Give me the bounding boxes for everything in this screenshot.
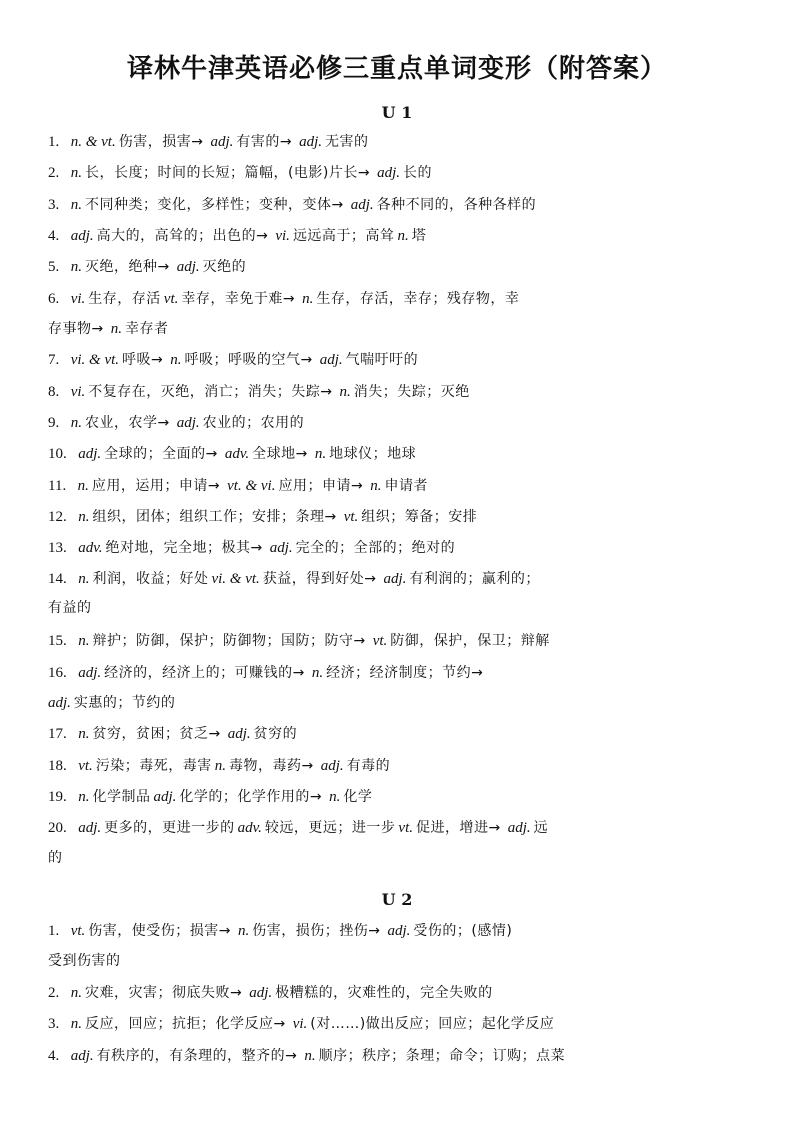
definition-text: 长，长度；时间的长短；篇幅，(电影)片长→ (84, 165, 371, 181)
part-of-speech: adj. (78, 665, 102, 681)
item-number: 15. (48, 633, 67, 649)
definition-text: 无害的 (325, 134, 369, 150)
part-of-speech: n. (339, 384, 351, 400)
part-of-speech: adj. (383, 571, 407, 587)
part-of-speech: adj. (153, 789, 177, 805)
definition-text: 反应，回应；抗拒；化学反应→ (84, 1016, 286, 1032)
item-number: 2. (48, 165, 60, 181)
item-number: 20. (48, 820, 67, 836)
item-number: 18. (48, 758, 67, 774)
list-item (48, 755, 748, 777)
definition-text: 农业，农学→ (84, 415, 170, 431)
part-of-speech: adj. (210, 134, 234, 150)
list-item (48, 723, 748, 745)
definition-text: 获益，得到好处→ (262, 571, 377, 587)
part-of-speech: vi. (70, 291, 86, 307)
part-of-speech: n. (78, 509, 90, 525)
definition-text: 幸存者 (124, 321, 169, 337)
part-of-speech: adj. (269, 540, 293, 556)
definition-text: 农业的；农用的 (202, 415, 305, 431)
part-of-speech: adj. (377, 165, 401, 181)
part-of-speech: adj. (249, 985, 273, 1001)
definition-text: 有秩序的，有条理的，整齐的→ (96, 1048, 298, 1064)
part-of-speech: adj. (70, 228, 94, 244)
item-number: 1. (48, 923, 60, 939)
definition-text: 应用，运用；申请→ (91, 478, 221, 494)
list-item (48, 288, 748, 310)
definition-text: 实惠的；节约的 (73, 695, 176, 711)
definition-text: 组织，团体；组织工作；安排；条理→ (92, 509, 337, 525)
definition-text: 绝对地，完全地；极其→ (105, 540, 263, 556)
definition-text: 防御，保护，保卫；辩解 (390, 633, 550, 649)
list-item (48, 982, 748, 1004)
part-of-speech: vi. (275, 228, 290, 244)
part-of-speech: adj. (299, 134, 323, 150)
part-of-speech: n. (329, 789, 341, 805)
definition-text: 化学制品 (92, 789, 151, 805)
definition-text: 呼吸→ (122, 352, 164, 368)
part-of-speech: n. (70, 1016, 82, 1032)
list-item (48, 381, 748, 403)
definition-text: 有毒的 (346, 758, 391, 774)
list-item (48, 131, 748, 153)
definition-text: 伤害，损伤；挫伤→ (252, 923, 381, 939)
part-of-speech: adj. (176, 415, 200, 431)
definition-text: 有利润的；赢利的； (409, 571, 540, 587)
part-of-speech: adj. (320, 758, 344, 774)
definition-text: 全球地→ (252, 446, 308, 462)
definition-text: 高大的，高耸的；出色的→ (96, 228, 269, 244)
part-of-speech: n. (170, 352, 182, 368)
list-item-continued (48, 692, 748, 714)
item-number: 5. (48, 259, 60, 275)
definition-text: 塔 (411, 228, 427, 244)
definition-text: 伤害，损害→ (118, 134, 204, 150)
definition-text: 贫穷的 (253, 726, 298, 742)
part-of-speech: n. (77, 478, 89, 494)
part-of-speech: n. (314, 446, 327, 462)
part-of-speech: adj. (48, 695, 71, 711)
definition-text: 灭绝，绝种→ (84, 259, 170, 275)
list-item (48, 568, 748, 590)
part-of-speech: vt. (372, 633, 388, 649)
list-item (48, 630, 748, 652)
definition-text: 化学 (343, 789, 373, 805)
definition-text: 地球仪；地球 (329, 446, 417, 462)
part-of-speech: adj. (70, 1048, 94, 1064)
definition-text: 有益的 (48, 600, 92, 616)
part-of-speech: adj. (78, 446, 102, 462)
definition-text: 完全的；全部的；绝对的 (295, 540, 456, 556)
part-of-speech: vi. & vt. (211, 571, 260, 587)
list-item (48, 1013, 748, 1035)
part-of-speech: adj. (507, 820, 531, 836)
part-of-speech: n. (302, 291, 314, 307)
part-of-speech: vi. & vt. (70, 352, 120, 368)
definition-text: 存事物→ (48, 321, 104, 337)
part-of-speech: vt. (343, 509, 359, 525)
definition-text: 化学的；化学作用的→ (179, 789, 323, 805)
definition-text: 各种不同的，各种各样的 (376, 197, 537, 213)
item-number: 1. (48, 134, 60, 150)
list-item (48, 225, 748, 247)
part-of-speech: n. (70, 415, 82, 431)
definition-text: 长的 (403, 165, 433, 181)
definition-text: 申请者 (384, 478, 428, 494)
part-of-speech: vt. (78, 758, 93, 774)
part-of-speech: n. (238, 923, 250, 939)
item-number: 16. (48, 665, 67, 681)
list-item (48, 443, 748, 465)
definition-text: 更多的，更进一步的 (104, 820, 235, 836)
definition-text: 受到伤害的 (48, 953, 121, 969)
item-number: 13. (48, 540, 67, 556)
item-number: 8. (48, 384, 60, 400)
list-item (48, 1045, 748, 1067)
list-item (48, 194, 748, 216)
list-item-continued (48, 597, 748, 619)
definition-text: 呼吸；呼吸的空气→ (184, 352, 313, 368)
definition-text: 生存，存活，幸存；残存物，幸 (316, 291, 520, 307)
definition-text: 气喘吁吁的 (345, 352, 419, 368)
definition-text: 灾难，灾害；彻底失败→ (84, 985, 243, 1001)
definition-text: 应用；申请→ (278, 478, 364, 494)
part-of-speech: n. & vt. (70, 134, 116, 150)
definition-text: 不复存在，灭绝，消亡；消失；失踪→ (88, 384, 333, 400)
list-item (48, 662, 748, 684)
part-of-speech: adj. (78, 820, 102, 836)
definition-text: 伤害，使受伤；损害→ (88, 923, 232, 939)
list-item-continued (48, 847, 748, 869)
list-item-continued (48, 950, 748, 972)
definition-text: 消失；失踪；灭绝 (353, 384, 470, 400)
part-of-speech: adj. (319, 352, 343, 368)
part-of-speech: n. (311, 665, 324, 681)
item-number: 3. (48, 1016, 60, 1032)
part-of-speech: n. (78, 633, 90, 649)
item-number: 3. (48, 197, 60, 213)
part-of-speech: n. (78, 571, 90, 587)
list-item (48, 475, 748, 497)
part-of-speech: vt. (398, 820, 413, 836)
definition-text: 生存，存活 (88, 291, 161, 307)
definition-text: 幸存，幸免于难→ (181, 291, 296, 307)
definition-text: 促进，增进→ (416, 820, 501, 836)
part-of-speech: n. (78, 726, 90, 742)
part-of-speech: adj. (176, 259, 200, 275)
part-of-speech: n. (70, 259, 82, 275)
part-of-speech: vt. & vi. (227, 478, 276, 494)
part-of-speech: vt. (163, 291, 179, 307)
part-of-speech: n. (110, 321, 122, 337)
definition-text: 经济的，经济上的；可赚钱的→ (104, 665, 305, 681)
part-of-speech: n. (70, 165, 82, 181)
part-of-speech: adv. (78, 540, 103, 556)
definition-text: 远 (533, 820, 549, 836)
definition-text: 辩护；防御，保护；防御物；国防；防守→ (92, 633, 366, 649)
part-of-speech: n. (78, 789, 90, 805)
definition-text: 不同种类；变化，多样性；变种，变体→ (84, 197, 344, 213)
list-item (48, 817, 748, 839)
item-number: 9. (48, 415, 60, 431)
part-of-speech: n. (397, 228, 409, 244)
definition-text: 远远高于；高耸 (292, 228, 395, 244)
list-item (48, 920, 748, 942)
page-title: 译林牛津英语必修三重点单词变形（附答案） (126, 54, 667, 84)
definition-text: 顺序；秩序；条理；命令；订购；点菜 (318, 1048, 566, 1064)
part-of-speech: vi. (292, 1016, 308, 1032)
definition-text: 极糟糕的，灾难性的，完全失败的 (275, 985, 493, 1001)
definition-text: 组织；筹备；安排 (361, 509, 478, 525)
definition-text: 有害的→ (236, 134, 293, 150)
item-number: 11. (48, 478, 67, 494)
list-item (48, 537, 748, 559)
part-of-speech: adj. (387, 923, 411, 939)
item-number: 12. (48, 509, 67, 525)
item-number: 6. (48, 291, 60, 307)
list-item-continued (48, 318, 748, 340)
item-number: 10. (48, 446, 67, 462)
definition-text: 全球的；全面的→ (104, 446, 218, 462)
unit-heading-u1: U 1 (381, 103, 413, 122)
part-of-speech: adj. (350, 197, 374, 213)
part-of-speech: adj. (227, 726, 251, 742)
list-item (48, 786, 748, 808)
list-item (48, 506, 748, 528)
definition-text: 经济；经济制度；节约→ (326, 665, 484, 681)
list-item (48, 162, 748, 184)
definition-text: 灭绝的 (202, 259, 247, 275)
definition-text: 受伤的；(感情) (413, 923, 513, 939)
definition-text: 利润，收益；好处 (92, 571, 209, 587)
item-number: 4. (48, 1048, 60, 1064)
definition-text: 的 (48, 850, 63, 866)
item-number: 14. (48, 571, 67, 587)
item-number: 2. (48, 985, 60, 1001)
definition-text: (对……)做出反应；回应；起化学反应 (310, 1016, 555, 1032)
definition-text: 毒物，毒药→ (229, 758, 314, 774)
part-of-speech: n. (370, 478, 382, 494)
part-of-speech: adv. (237, 820, 262, 836)
definition-text: 贫穷，贫困；贫乏→ (92, 726, 221, 742)
item-number: 4. (48, 228, 60, 244)
definition-text: 较远，更远；进一步 (264, 820, 396, 836)
part-of-speech: vi. (70, 384, 86, 400)
part-of-speech: n. (304, 1048, 316, 1064)
part-of-speech: n. (70, 985, 82, 1001)
list-item (48, 349, 748, 371)
list-item (48, 412, 748, 434)
part-of-speech: n. (214, 758, 227, 774)
item-number: 19. (48, 789, 67, 805)
unit-heading-u2: U 2 (381, 890, 413, 909)
part-of-speech: vt. (70, 923, 86, 939)
definition-text: 污染；毒死，毒害 (95, 758, 212, 774)
list-item (48, 256, 748, 278)
item-number: 7. (48, 352, 60, 368)
item-number: 17. (48, 726, 67, 742)
part-of-speech: n. (70, 197, 82, 213)
part-of-speech: adv. (224, 446, 250, 462)
